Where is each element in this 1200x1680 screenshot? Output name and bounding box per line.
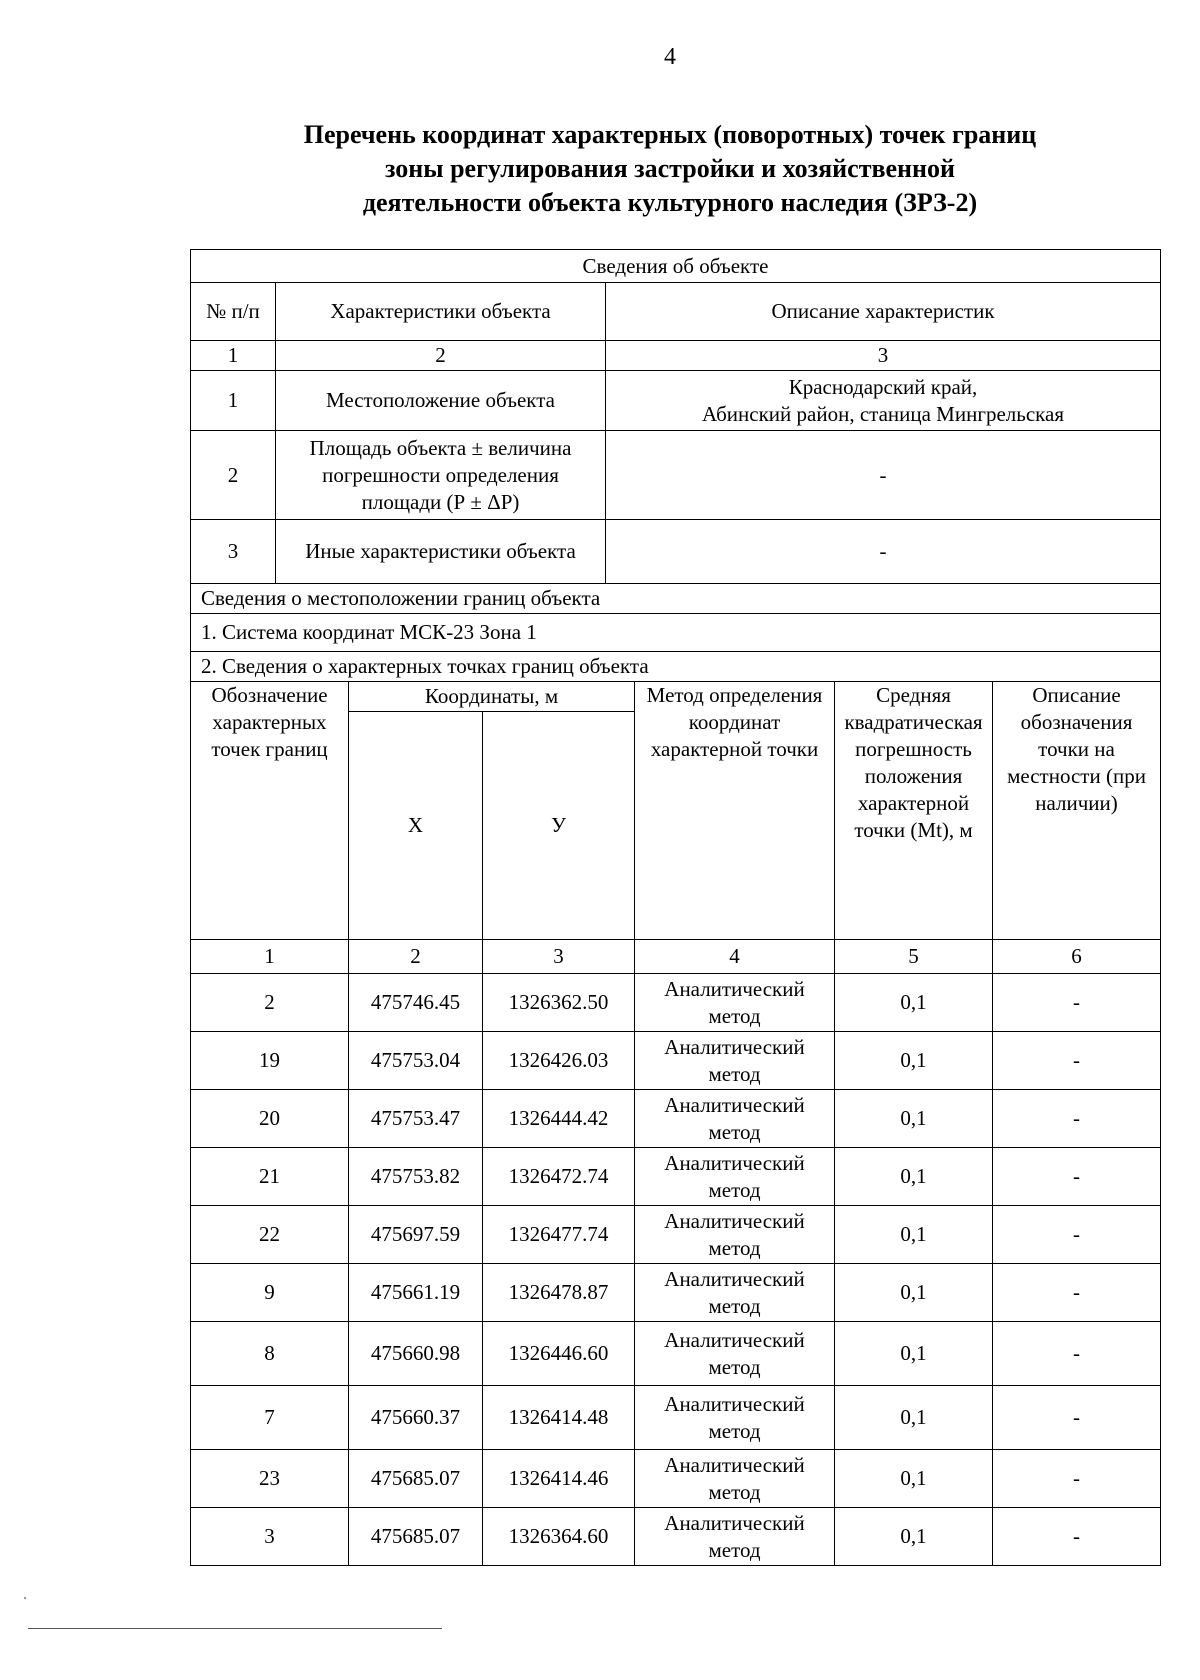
- point-x: 475661.19: [349, 1264, 483, 1322]
- table-row: [191, 1386, 1161, 1450]
- row-num: 1: [191, 371, 276, 431]
- col-number: 6: [993, 940, 1161, 974]
- point-method: Аналитический метод: [635, 974, 835, 1032]
- point-id: 2: [191, 974, 349, 1032]
- point-y: 1326414.48: [483, 1386, 635, 1450]
- point-x: 475697.59: [349, 1206, 483, 1264]
- point-error: 0,1: [835, 1450, 993, 1508]
- row-characteristic: Иные характеристики объекта: [276, 520, 606, 584]
- col-number: 1: [191, 341, 276, 371]
- header-description: Описание обозначения точки на местности (при наличии): [993, 682, 1161, 940]
- header-error: Средняя квадратическая погрешность положения характерной точки (Mt), м: [835, 682, 993, 940]
- table-row: [191, 1090, 1161, 1148]
- col-number: 3: [483, 940, 635, 974]
- point-error: 0,1: [835, 1032, 993, 1090]
- point-method: Аналитический метод: [635, 1206, 835, 1264]
- point-method: Аналитический метод: [635, 1450, 835, 1508]
- point-y: 1326426.03: [483, 1032, 635, 1090]
- point-desc: -: [993, 1206, 1161, 1264]
- location-header: Сведения о местоположении границ объекта: [191, 584, 1161, 614]
- point-y: 1326478.87: [483, 1264, 635, 1322]
- point-x: 475746.45: [349, 974, 483, 1032]
- col-number: 1: [191, 940, 349, 974]
- table-row: [191, 1508, 1161, 1566]
- document-title: [190, 118, 1150, 220]
- point-method: Аналитический метод: [635, 1386, 835, 1450]
- object-info-header: Сведения об объекте: [191, 250, 1161, 283]
- footer-rule: [28, 1628, 442, 1629]
- point-x: 475753.04: [349, 1032, 483, 1090]
- table-row: [191, 1322, 1161, 1386]
- title-line-3: деятельности объекта культурного наследия (ЗРЗ-2): [362, 188, 978, 217]
- row-description: -: [606, 520, 1161, 584]
- object-row: [191, 371, 1161, 431]
- point-desc: -: [993, 1450, 1161, 1508]
- description-line: Абинский район, станица Мингрельская: [702, 401, 1065, 426]
- table-row: [191, 1450, 1161, 1508]
- point-error: 0,1: [835, 1090, 993, 1148]
- title-line-1: Перечень координат характерных (поворотных) точек границ: [303, 120, 1037, 149]
- table-row: [191, 1206, 1161, 1264]
- point-y: 1326364.60: [483, 1508, 635, 1566]
- point-desc: -: [993, 1090, 1161, 1148]
- point-method: Аналитический метод: [635, 1032, 835, 1090]
- row-num: 3: [191, 520, 276, 584]
- point-desc: -: [993, 1386, 1161, 1450]
- point-y: 1326446.60: [483, 1322, 635, 1386]
- point-y: 1326444.42: [483, 1090, 635, 1148]
- row-num: 2: [191, 431, 276, 520]
- point-y: 1326414.46: [483, 1450, 635, 1508]
- point-id: 19: [191, 1032, 349, 1090]
- point-error: 0,1: [835, 1264, 993, 1322]
- point-y: 1326362.50: [483, 974, 635, 1032]
- header-designation: Обозначение характерных точек границ: [191, 682, 349, 940]
- title-line-2: зоны регулирования застройки и хозяйственной: [385, 154, 955, 183]
- col-header-characteristic: Характеристики объекта: [276, 283, 606, 341]
- header-method: Метод определения координат характерной точки: [635, 682, 835, 940]
- col-header-num: № п/п: [191, 283, 276, 341]
- point-method: Аналитический метод: [635, 1148, 835, 1206]
- point-id: 21: [191, 1148, 349, 1206]
- point-desc: -: [993, 1322, 1161, 1386]
- row-characteristic: Площадь объекта ± величина погрешности определения площади (Р ± ΔР): [276, 431, 606, 520]
- table-row: [191, 1032, 1161, 1090]
- table-row: [191, 1264, 1161, 1322]
- point-error: 0,1: [835, 1508, 993, 1566]
- col-number: 5: [835, 940, 993, 974]
- point-error: 0,1: [835, 1206, 993, 1264]
- table-row: [191, 1148, 1161, 1206]
- point-x: 475685.07: [349, 1450, 483, 1508]
- point-x: 475753.82: [349, 1148, 483, 1206]
- point-method: Аналитический метод: [635, 1264, 835, 1322]
- point-x: 475753.47: [349, 1090, 483, 1148]
- point-method: Аналитический метод: [635, 1090, 835, 1148]
- points-header: 2. Сведения о характерных точках границ объекта: [191, 652, 1161, 682]
- point-desc: -: [993, 1264, 1161, 1322]
- point-id: 9: [191, 1264, 349, 1322]
- scan-speck: [24, 1597, 26, 1599]
- point-id: 8: [191, 1322, 349, 1386]
- row-description: -: [606, 431, 1161, 520]
- col-number: 3: [606, 341, 1161, 371]
- table-row: [191, 974, 1161, 1032]
- point-method: Аналитический метод: [635, 1508, 835, 1566]
- point-desc: -: [993, 1508, 1161, 1566]
- point-error: 0,1: [835, 1386, 993, 1450]
- col-header-description: Описание характеристик: [606, 283, 1161, 341]
- point-id: 20: [191, 1090, 349, 1148]
- object-row: [191, 431, 1161, 520]
- point-desc: -: [993, 1032, 1161, 1090]
- row-description: [606, 371, 1161, 431]
- point-y: 1326472.74: [483, 1148, 635, 1206]
- coordinate-system: 1. Система координат МСК-23 Зона 1: [191, 614, 1161, 652]
- point-desc: -: [993, 974, 1161, 1032]
- header-y: У: [483, 712, 635, 940]
- point-id: 3: [191, 1508, 349, 1566]
- point-id: 23: [191, 1450, 349, 1508]
- point-id: 7: [191, 1386, 349, 1450]
- point-id: 22: [191, 1206, 349, 1264]
- page-number: 4: [664, 44, 676, 70]
- location-section: [190, 583, 1161, 682]
- point-desc: -: [993, 1148, 1161, 1206]
- point-x: 475660.37: [349, 1386, 483, 1450]
- point-x: 475660.98: [349, 1322, 483, 1386]
- row-characteristic: Местоположение объекта: [276, 371, 606, 431]
- object-info-table: [190, 249, 1161, 584]
- col-number: 2: [349, 940, 483, 974]
- point-method: Аналитический метод: [635, 1322, 835, 1386]
- col-number: 2: [276, 341, 606, 371]
- point-y: 1326477.74: [483, 1206, 635, 1264]
- description-line: Краснодарский край,: [788, 374, 978, 399]
- col-number: 4: [635, 940, 835, 974]
- object-row: [191, 520, 1161, 584]
- header-x: Х: [349, 712, 483, 940]
- point-error: 0,1: [835, 1148, 993, 1206]
- points-table: [190, 681, 1161, 1566]
- point-error: 0,1: [835, 1322, 993, 1386]
- point-error: 0,1: [835, 974, 993, 1032]
- point-x: 475685.07: [349, 1508, 483, 1566]
- header-coordinates: Координаты, м: [349, 682, 635, 712]
